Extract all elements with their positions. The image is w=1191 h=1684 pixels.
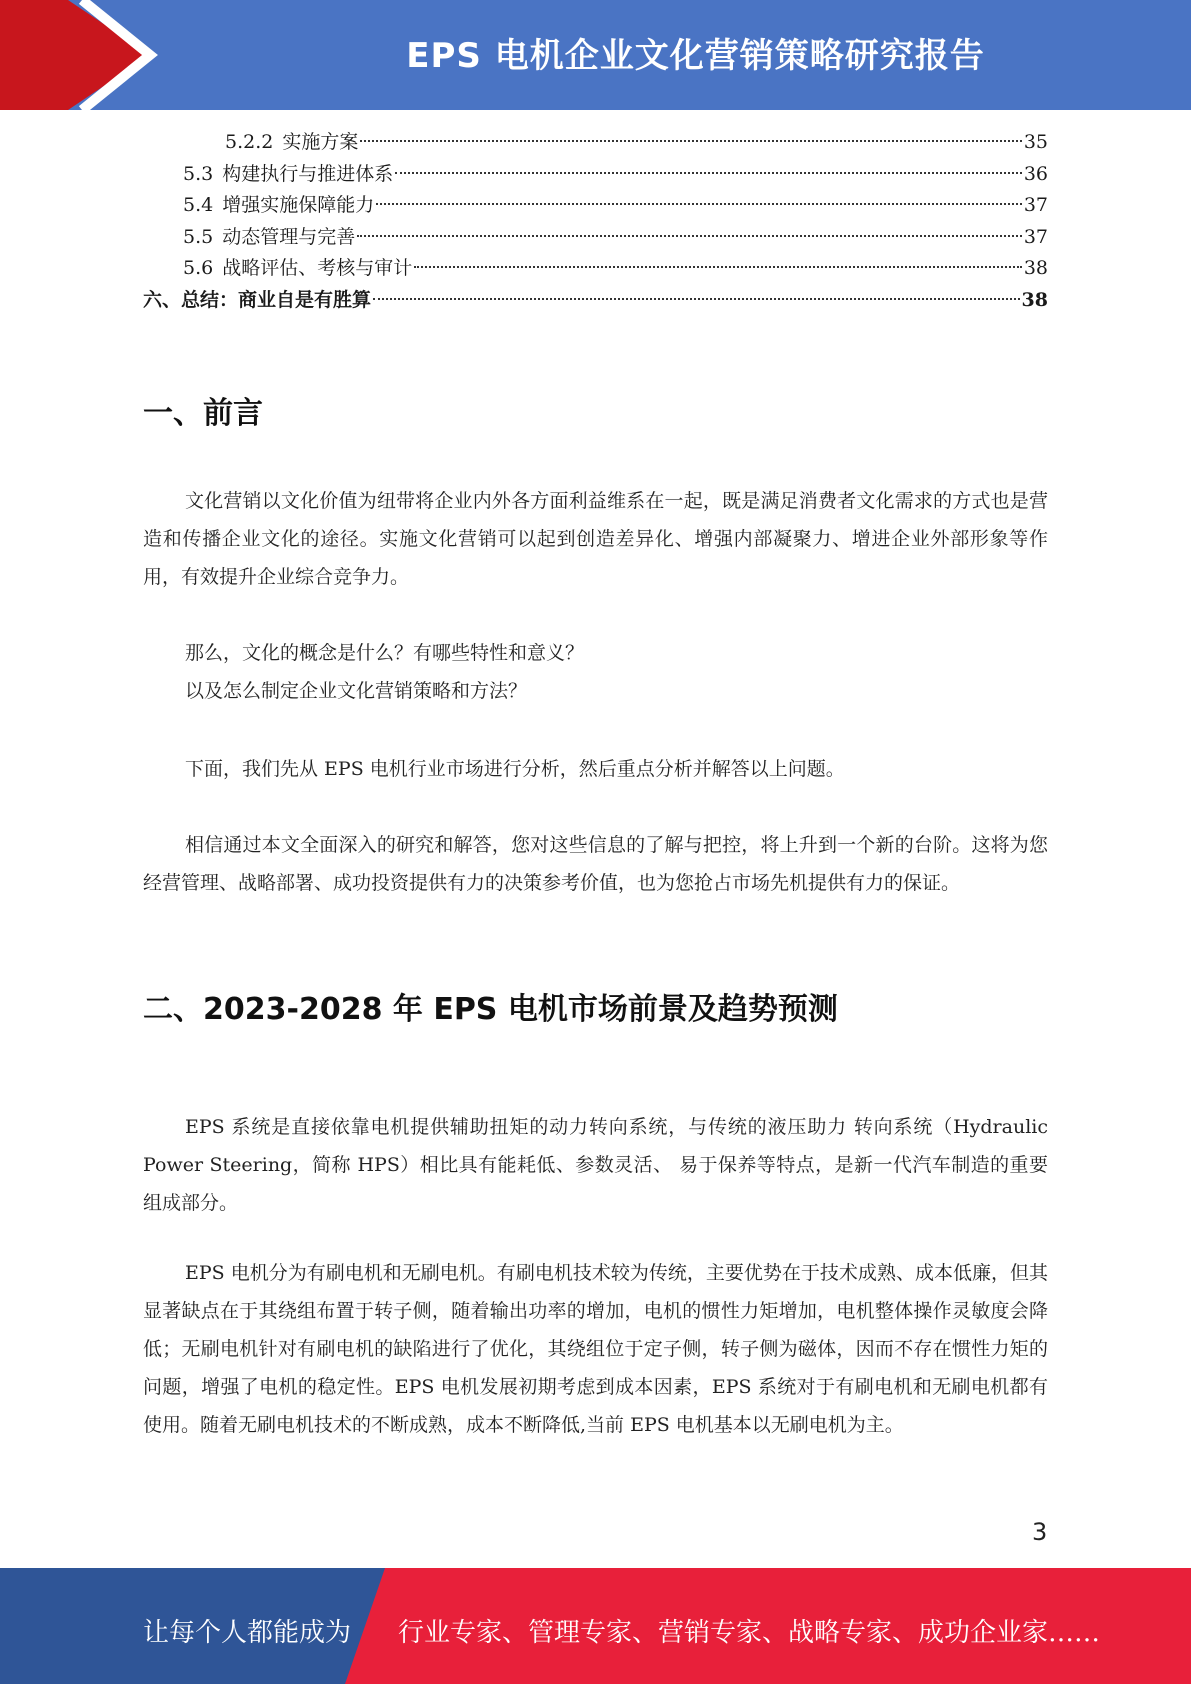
toc-entry[interactable] — [143, 159, 1048, 191]
toc-entry-title: 构建执行与推进体系 — [222, 162, 394, 185]
toc-entry[interactable] — [143, 285, 1048, 317]
page-number: 3 — [1032, 1518, 1048, 1546]
toc-leader-dots — [360, 140, 1021, 142]
toc-leader-dots — [357, 235, 1022, 237]
paragraph-text: 下面，我们先从 EPS 电机行业市场进行分析，然后重点分析并解答以上问题。 — [185, 758, 845, 780]
question-block — [143, 634, 1048, 710]
toc-entry-page: 35 — [1023, 131, 1048, 153]
paragraph — [143, 482, 1048, 596]
paragraph — [143, 1254, 1048, 1444]
paragraph — [143, 1108, 1048, 1222]
toc-entry-page: 37 — [1023, 225, 1048, 248]
toc-leader-dots — [376, 203, 1022, 205]
toc-entry[interactable] — [143, 253, 1048, 285]
paragraph — [143, 826, 1048, 902]
paragraph-text: EPS 系统是直接依靠电机提供辅助扭矩的动力转向系统，与传统的液压助力 转向系统（Hydraulic Power Steering，简称 HPS）相比具有能耗低、参数灵活、 易于保养等特点，是新一代汽车制造的重要组成部分。 — [143, 1116, 1048, 1214]
toc-entry-page: 38 — [1023, 257, 1048, 279]
toc-leader-dots — [414, 266, 1022, 268]
toc-entry-title: 战略评估、考核与审计 — [222, 257, 413, 279]
toc-entry[interactable] — [143, 222, 1048, 254]
toc-entry-number: 5.3 — [183, 162, 214, 185]
section-heading-preface: 一、前言 — [143, 396, 263, 431]
toc-entry-number: 5.6 — [183, 257, 214, 279]
page-footer — [0, 1568, 1191, 1684]
toc-entry-page: 38 — [1021, 288, 1048, 311]
paragraph-text: 相信通过本文全面深入的研究和解答，您对这些信息的了解与把控，将上升到一个新的台阶。这将为您经营管理、战略部署、成功投资提供有力的决策参考价值，也为您抢占市场先机提供有力的保证。 — [143, 834, 1048, 894]
toc-entry[interactable] — [143, 190, 1048, 222]
paragraph — [143, 750, 1048, 788]
paragraph-text: EPS 电机分为有刷电机和无刷电机。有刷电机技术较为传统，主要优势在于技术成熟、成本低廉，但其显著缺点在于其绕组布置于转子侧，随着输出功率的增加，电机的惯性力矩增加，电机整体操作灵敏度会降低；无刷电机针对有刷电机的缺陷进行了优化，其绕组位于定子侧，转子侧为磁体，因而不存在惯性力矩的问题，增强了电机的稳定性。EPS 电机发展初期考虑到成本因素，EPS 系统对于有刷电机和无刷电机都有使用。随着无刷电机技术的不断成熟，成本不断降低,当前 EPS 电机基本以无刷电机为主。 — [143, 1262, 1048, 1436]
toc-entry-title: 实施方案 — [282, 131, 359, 153]
toc-entry[interactable] — [143, 127, 1048, 159]
toc-entry-page: 36 — [1023, 162, 1048, 185]
toc-entry-number: 5.2.2 — [225, 131, 274, 153]
header-title: EPS 电机企业文化营销策略研究报告 — [406, 36, 985, 76]
toc-entry-number: 5.5 — [183, 225, 214, 248]
table-of-contents — [143, 127, 1048, 316]
toc-leader-dots — [395, 172, 1022, 174]
question-line: 以及怎么制定企业文化营销策略和方法？ — [185, 680, 528, 702]
toc-entry-title: 动态管理与完善 — [222, 225, 356, 248]
toc-entry-title: 六、总结：商业自是有胜算 — [143, 288, 372, 311]
footer-slogan-left: 让每个人都能成为 — [143, 1618, 352, 1648]
footer-slogan-right: 行业专家、管理专家、营销专家、战略专家、成功企业家…… — [398, 1618, 1101, 1648]
section-heading-market-forecast: 二、2023-2028 年 EPS 电机市场前景及趋势预测 — [143, 992, 838, 1027]
toc-entry-number: 5.4 — [183, 194, 214, 216]
toc-entry-title: 增强实施保障能力 — [222, 194, 375, 216]
toc-leader-dots — [373, 298, 1020, 300]
toc-entry-page: 37 — [1023, 194, 1048, 216]
paragraph-text: 文化营销以文化价值为纽带将企业内外各方面利益维系在一起，既是满足消费者文化需求的方式也是营造和传播企业文化的途径。实施文化营销可以起到创造差异化、增强内部凝聚力、增进企业外部形象等作用，有效提升企业综合竞争力。 — [143, 490, 1048, 588]
page-header — [0, 0, 1191, 110]
question-line: 那么，文化的概念是什么？有哪些特性和意义？ — [185, 642, 585, 664]
